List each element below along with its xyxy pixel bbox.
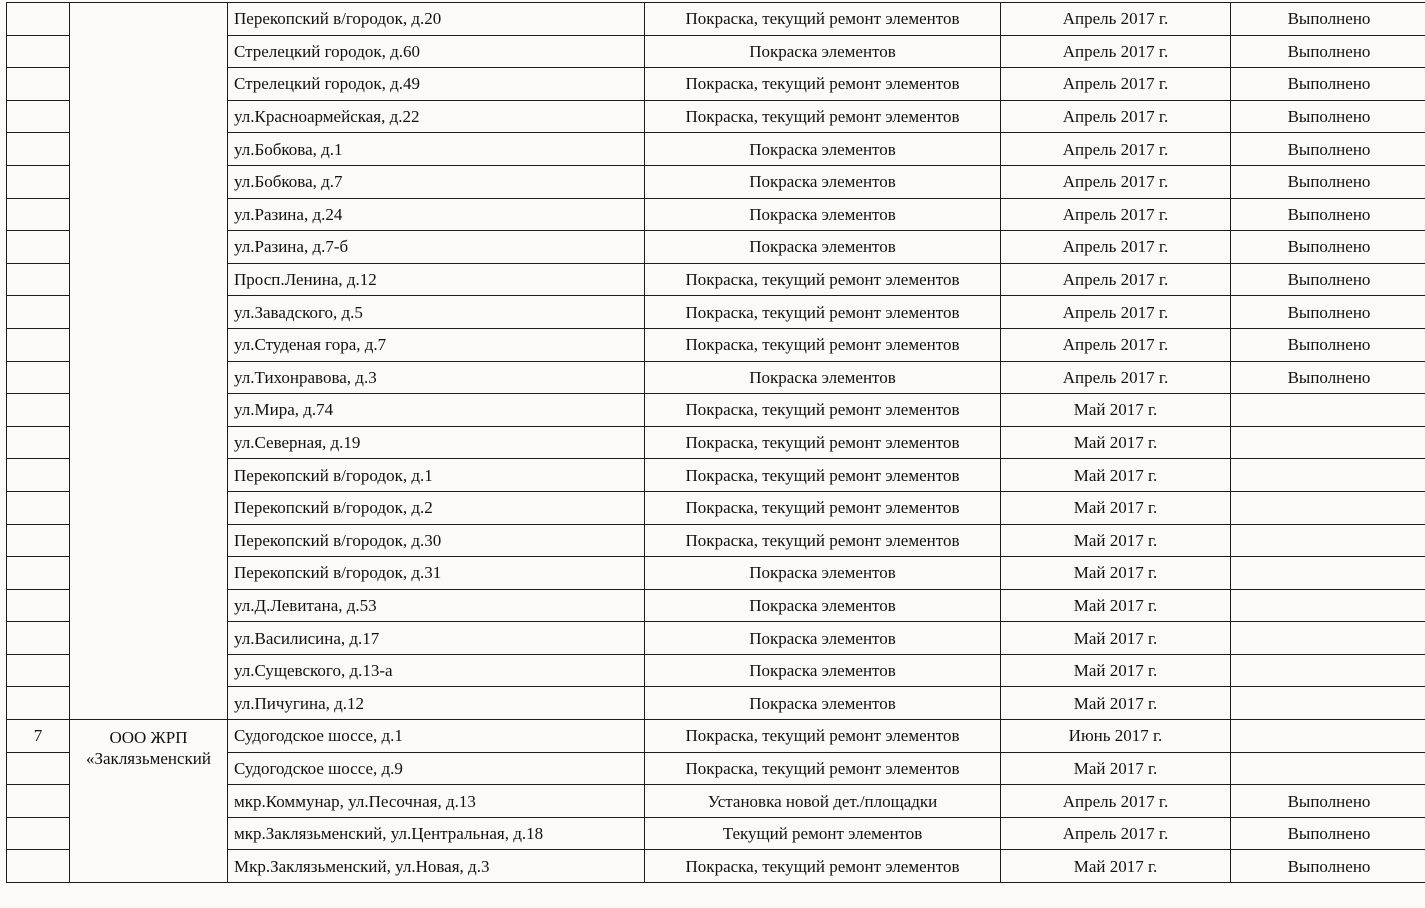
work-type-cell: Покраска, текущий ремонт элементов (645, 328, 1001, 361)
work-type-cell: Покраска, текущий ремонт элементов (645, 394, 1001, 427)
address-cell: ул.Сущевского, д.13-а (228, 654, 645, 687)
row-number-cell (7, 752, 70, 785)
row-number-cell (7, 133, 70, 166)
status-cell: Выполнено (1231, 133, 1425, 166)
status-cell: Выполнено (1231, 296, 1425, 329)
status-cell (1231, 426, 1425, 459)
address-cell: мкр.Заклязьменский, ул.Центральная, д.18 (228, 817, 645, 850)
date-cell: Апрель 2017 г. (1001, 3, 1231, 36)
status-cell (1231, 687, 1425, 720)
status-cell (1231, 524, 1425, 557)
work-type-cell: Покраска, текущий ремонт элементов (645, 850, 1001, 883)
row-number-cell (7, 557, 70, 590)
work-type-cell: Покраска, текущий ремонт элементов (645, 263, 1001, 296)
row-number-cell (7, 35, 70, 68)
table-row (7, 720, 1425, 753)
status-cell (1231, 557, 1425, 590)
address-cell: ул.Разина, д.24 (228, 198, 645, 231)
row-number-cell (7, 100, 70, 133)
status-cell: Выполнено (1231, 328, 1425, 361)
row-number-cell (7, 687, 70, 720)
status-cell (1231, 622, 1425, 655)
status-cell: Выполнено (1231, 850, 1425, 883)
row-number-cell (7, 426, 70, 459)
row-number-cell (7, 68, 70, 101)
date-cell: Май 2017 г. (1001, 524, 1231, 557)
work-type-cell: Покраска, текущий ремонт элементов (645, 752, 1001, 785)
address-cell: ул.Разина, д.7-б (228, 231, 645, 264)
status-cell: Выполнено (1231, 785, 1425, 818)
date-cell: Май 2017 г. (1001, 752, 1231, 785)
work-type-cell: Покраска элементов (645, 133, 1001, 166)
address-cell: Перекопский в/городок, д.20 (228, 3, 645, 36)
address-cell: ул.Тихонравова, д.3 (228, 361, 645, 394)
work-type-cell: Покраска, текущий ремонт элементов (645, 68, 1001, 101)
row-number-cell (7, 165, 70, 198)
status-cell: Выполнено (1231, 231, 1425, 264)
status-cell (1231, 720, 1425, 753)
organization-cell (70, 3, 228, 720)
address-cell: Перекопский в/городок, д.2 (228, 491, 645, 524)
date-cell: Май 2017 г. (1001, 459, 1231, 492)
status-cell (1231, 589, 1425, 622)
date-cell: Май 2017 г. (1001, 589, 1231, 622)
organization-cell (70, 720, 228, 883)
work-type-cell: Покраска элементов (645, 654, 1001, 687)
row-number-cell (7, 198, 70, 231)
date-cell: Апрель 2017 г. (1001, 231, 1231, 264)
row-number-cell (7, 296, 70, 329)
date-cell: Апрель 2017 г. (1001, 817, 1231, 850)
repair-schedule-table (6, 2, 1425, 883)
row-number-cell (7, 328, 70, 361)
date-cell: Апрель 2017 г. (1001, 296, 1231, 329)
section-number: 7 (33, 726, 43, 746)
work-type-cell: Покраска, текущий ремонт элементов (645, 720, 1001, 753)
date-cell: Апрель 2017 г. (1001, 100, 1231, 133)
row-number-cell (7, 850, 70, 883)
date-cell: Апрель 2017 г. (1001, 35, 1231, 68)
status-cell (1231, 654, 1425, 687)
table-row (7, 3, 1425, 36)
row-number-cell (7, 491, 70, 524)
status-cell: Выполнено (1231, 3, 1425, 36)
row-number-cell (7, 361, 70, 394)
work-type-cell: Покраска, текущий ремонт элементов (645, 426, 1001, 459)
status-cell: Выполнено (1231, 100, 1425, 133)
organization-name-line1: ООО ЖРП (109, 728, 188, 748)
address-cell: Перекопский в/городок, д.31 (228, 557, 645, 590)
date-cell: Май 2017 г. (1001, 622, 1231, 655)
address-cell: ул.Красноармейская, д.22 (228, 100, 645, 133)
date-cell: Май 2017 г. (1001, 687, 1231, 720)
address-cell: ул.Мира, д.74 (228, 394, 645, 427)
date-cell: Май 2017 г. (1001, 654, 1231, 687)
status-cell: Выполнено (1231, 165, 1425, 198)
work-type-cell: Покраска, текущий ремонт элементов (645, 3, 1001, 36)
organization-name (70, 720, 227, 770)
date-cell: Апрель 2017 г. (1001, 133, 1231, 166)
address-cell: мкр.Коммунар, ул.Песочная, д.13 (228, 785, 645, 818)
address-cell: ул.Д.Левитана, д.53 (228, 589, 645, 622)
status-cell (1231, 459, 1425, 492)
address-cell: ул.Бобкова, д.7 (228, 165, 645, 198)
status-cell: Выполнено (1231, 361, 1425, 394)
table-body (7, 3, 1425, 883)
row-number-cell (7, 524, 70, 557)
date-cell: Май 2017 г. (1001, 850, 1231, 883)
work-type-cell: Установка новой дет./площадки (645, 785, 1001, 818)
work-type-cell: Покраска, текущий ремонт элементов (645, 524, 1001, 557)
date-cell: Май 2017 г. (1001, 426, 1231, 459)
row-number-cell (7, 394, 70, 427)
work-type-cell: Покраска элементов (645, 165, 1001, 198)
work-type-cell: Покраска, текущий ремонт элементов (645, 100, 1001, 133)
row-number-cell (7, 654, 70, 687)
work-type-cell: Покраска элементов (645, 35, 1001, 68)
work-type-cell: Покраска элементов (645, 231, 1001, 264)
date-cell: Май 2017 г. (1001, 557, 1231, 590)
address-cell: ул.Василисина, д.17 (228, 622, 645, 655)
address-cell: Судогодское шоссе, д.9 (228, 752, 645, 785)
status-cell: Выполнено (1231, 817, 1425, 850)
address-cell: ул.Северная, д.19 (228, 426, 645, 459)
address-cell: Перекопский в/городок, д.1 (228, 459, 645, 492)
row-number-cell (7, 263, 70, 296)
status-cell (1231, 394, 1425, 427)
status-cell: Выполнено (1231, 198, 1425, 231)
work-type-cell: Покраска элементов (645, 589, 1001, 622)
status-cell: Выполнено (1231, 35, 1425, 68)
status-cell (1231, 752, 1425, 785)
row-number-cell (7, 231, 70, 264)
date-cell: Апрель 2017 г. (1001, 785, 1231, 818)
date-cell: Май 2017 г. (1001, 491, 1231, 524)
address-cell: Стрелецкий городок, д.49 (228, 68, 645, 101)
address-cell: ул.Бобкова, д.1 (228, 133, 645, 166)
address-cell: Просп.Ленина, д.12 (228, 263, 645, 296)
work-type-cell: Покраска, текущий ремонт элементов (645, 491, 1001, 524)
row-number-cell (7, 720, 70, 753)
date-cell: Май 2017 г. (1001, 394, 1231, 427)
row-number-cell (7, 3, 70, 36)
row-number-cell (7, 622, 70, 655)
address-cell: Стрелецкий городок, д.60 (228, 35, 645, 68)
work-type-cell: Покраска элементов (645, 361, 1001, 394)
address-cell: ул.Завадского, д.5 (228, 296, 645, 329)
address-cell: Мкр.Заклязьменский, ул.Новая, д.3 (228, 850, 645, 883)
date-cell: Июнь 2017 г. (1001, 720, 1231, 753)
work-type-cell: Покраска элементов (645, 687, 1001, 720)
organization-name-line2: «Заклязьменский (86, 749, 211, 769)
date-cell: Апрель 2017 г. (1001, 165, 1231, 198)
date-cell: Апрель 2017 г. (1001, 198, 1231, 231)
status-cell: Выполнено (1231, 68, 1425, 101)
work-type-cell: Покраска элементов (645, 557, 1001, 590)
status-cell: Выполнено (1231, 263, 1425, 296)
address-cell: Судогодское шоссе, д.1 (228, 720, 645, 753)
work-type-cell: Покраска элементов (645, 622, 1001, 655)
date-cell: Апрель 2017 г. (1001, 68, 1231, 101)
date-cell: Апрель 2017 г. (1001, 263, 1231, 296)
address-cell: Перекопский в/городок, д.30 (228, 524, 645, 557)
status-cell (1231, 491, 1425, 524)
address-cell: ул.Студеная гора, д.7 (228, 328, 645, 361)
work-type-cell: Покраска, текущий ремонт элементов (645, 459, 1001, 492)
row-number-cell (7, 459, 70, 492)
address-cell: ул.Пичугина, д.12 (228, 687, 645, 720)
work-type-cell: Текущий ремонт элементов (645, 817, 1001, 850)
work-type-cell: Покраска, текущий ремонт элементов (645, 296, 1001, 329)
date-cell: Апрель 2017 г. (1001, 361, 1231, 394)
work-type-cell: Покраска элементов (645, 198, 1001, 231)
row-number-cell (7, 817, 70, 850)
row-number-cell (7, 785, 70, 818)
row-number-cell (7, 589, 70, 622)
date-cell: Апрель 2017 г. (1001, 328, 1231, 361)
